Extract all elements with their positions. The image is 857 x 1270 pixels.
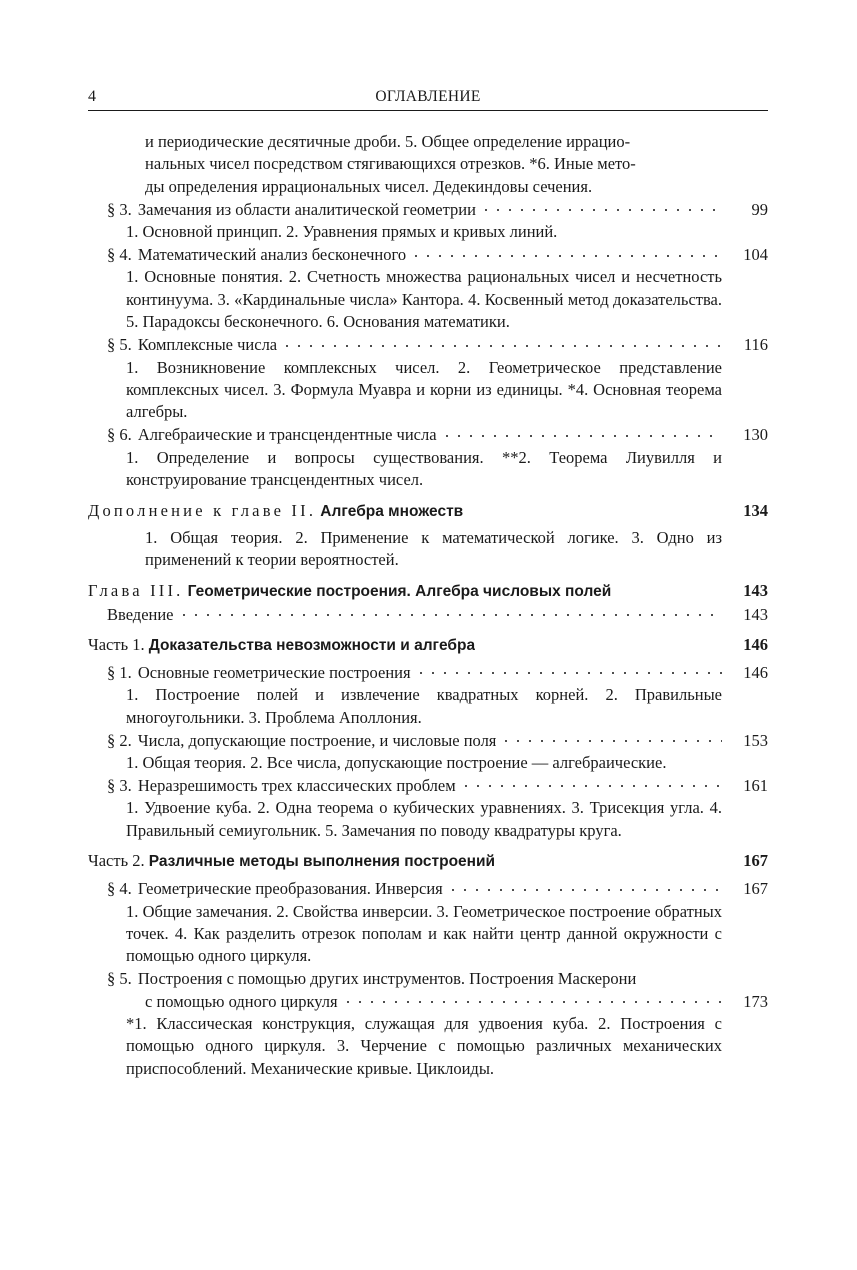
section-number: § 3.: [107, 775, 132, 795]
spacer: [88, 626, 768, 634]
entry-prefix: Дополнение к главе II.: [88, 500, 317, 520]
entry-title: Алгебра множеств: [320, 502, 464, 520]
toc-entry-s6[interactable]: [88, 424, 768, 447]
entry-page: 104: [743, 245, 768, 265]
entry-page: 146: [743, 662, 768, 682]
spacer: [88, 572, 768, 580]
entry-page: 134: [743, 500, 768, 520]
entry-title: Замечания из области аналитической геометрии: [137, 199, 476, 219]
entry-title: Построения с помощью других инструментов. Построения Маскерони: [137, 968, 637, 988]
entry-description: 1. Основной принцип. 2. Уравнения прямых и кривых линий.: [126, 222, 558, 242]
toc-entry-supplement[interactable]: [88, 500, 768, 523]
toc-entry-p1s2[interactable]: [88, 729, 768, 752]
table-of-contents: [88, 131, 768, 1080]
entry-page: 130: [743, 425, 768, 445]
entry-title: Доказательства невозможности и алгебра: [148, 637, 476, 655]
entry-title-cont: с помощью одного циркуля: [145, 991, 338, 1011]
toc-entry-s4[interactable]: [88, 244, 768, 267]
entry-description: 1. Общие замечания. 2. Свойства инверсии. 3. Геометрическое построение обратных точек. 4. Как разделить отрезок пополам и как найти центр данной окружности с помощью одного циркуля.: [126, 901, 722, 966]
entry-page: 153: [743, 730, 768, 750]
entry-description: 1. Общая теория. 2. Все числа, допускающие построение — алгебраические.: [126, 753, 667, 773]
section-number: § 4.: [107, 245, 132, 265]
entry-page: 116: [743, 335, 768, 355]
entry-title: Основные геометрические построения: [137, 662, 411, 682]
entry-title: Числа, допускающие построение, и числовые поля: [137, 730, 497, 750]
entry-title: Математический анализ бесконечного: [137, 245, 407, 265]
entry-description: *1. Классическая конструкция, служащая для удвоения куба. 2. Построения с помощью одного циркуля. 3. Черчение с помощью различных механических приспособлений. Механические кривые. Циклоиды.: [126, 1014, 722, 1078]
entry-prefix: Часть 2.: [88, 851, 145, 871]
dot-leader: [447, 878, 722, 895]
dot-leader: [281, 334, 722, 351]
toc-entry-p1s1[interactable]: [88, 661, 768, 684]
section-number: § 4.: [107, 879, 132, 899]
toc-entry-s5[interactable]: [88, 334, 768, 357]
entry-description: 1. Основные понятия. 2. Счетность множества рациональных чисел и несчетность континуума. 3. «Кардинальные числа» Кантора. 4. Косвенный метод доказательства. 5. Парадоксы бесконечного. 6. Основания математики.: [126, 267, 722, 332]
dot-leader: [500, 729, 722, 746]
toc-entry-p1s3[interactable]: [88, 774, 768, 797]
running-header: [88, 88, 768, 111]
entry-page: 99: [751, 199, 768, 219]
entry-title: Геометрические построения. Алгебра числовых полей: [187, 582, 612, 600]
entry-description: 1. Построение полей и извлечение квадратных корней. 2. Правильные многоугольники. 3. Проблема Аполлония.: [126, 685, 722, 727]
entry-page: 146: [743, 635, 768, 655]
toc-entry-part1[interactable]: [88, 634, 768, 657]
entry-page: 167: [743, 851, 768, 871]
section-number: § 2.: [107, 730, 132, 750]
section-number: § 1.: [107, 662, 132, 682]
toc-entry-chapter3[interactable]: [88, 580, 768, 603]
toc-entry-s3[interactable]: [88, 198, 768, 221]
entry-page: 167: [743, 879, 768, 899]
section-number: § 5.: [107, 968, 132, 988]
dot-leader: [441, 424, 722, 441]
entry-description: 1. Определение и вопросы существования. **2. Теорема Лиувилля и конструирование трансцендентных чисел.: [126, 447, 722, 490]
entry-title: Геометрические преобразования. Инверсия: [137, 879, 443, 899]
dot-leader: [410, 244, 722, 261]
entry-title: Введение: [107, 604, 174, 624]
cont-line: ды определения иррациональных чисел. Дедекиндовы сечения.: [145, 176, 593, 196]
cont-line: и периодические десятичные дроби. 5. Общее определение иррацио-: [145, 132, 631, 151]
running-title: ОГЛАВЛЕНИЕ: [375, 88, 481, 105]
page-number: 4: [88, 88, 96, 105]
section-number: § 3.: [107, 199, 132, 219]
entry-title: Неразрешимость трех классических проблем: [137, 775, 456, 795]
toc-entry-p2s4[interactable]: [88, 878, 768, 901]
cont-line: нальных чисел посредством стягивающихся отрезков. *6. Иные мето-: [145, 154, 636, 174]
entry-prefix: Часть 1.: [88, 635, 145, 655]
entry-title: Различные методы выполнения построений: [148, 853, 496, 871]
entry-page: 143: [743, 580, 768, 600]
entry-description: 1. Удвоение куба. 2. Одна теорема о кубических уравнениях. 3. Трисекция угла. 4. Правильный семиугольник. 5. Замечания по поводу квадратуры круга.: [126, 798, 722, 840]
dot-leader: [415, 661, 722, 678]
entry-title: Комплексные числа: [137, 335, 278, 355]
entry-prefix: Глава III.: [88, 580, 184, 600]
toc-entry-p2s5-line1[interactable]: [88, 968, 768, 990]
spacer: [88, 492, 768, 500]
dot-leader: [178, 603, 722, 620]
dot-leader: [342, 990, 722, 1007]
page: [88, 88, 768, 1080]
entry-description: 1. Возникновение комплексных чисел. 2. Геометрическое представление комплексных чисел. 3. Формула Муавра и корни из единицы. *4. Основная теорема алгебры.: [126, 357, 722, 422]
toc-continuation: [88, 131, 768, 198]
toc-entry-p2s5-line2[interactable]: [88, 990, 768, 1013]
entry-description: 1. Общая теория. 2. Применение к математической логике. 3. Одно из применений к теории вероятностей.: [145, 527, 722, 570]
entry-page: 173: [743, 991, 768, 1011]
dot-leader: [480, 198, 722, 215]
spacer: [88, 842, 768, 850]
entry-page: 161: [743, 775, 768, 795]
entry-title: Алгебраические и трансцендентные числа: [137, 425, 437, 445]
section-number: § 6.: [107, 425, 132, 445]
dot-leader: [460, 774, 722, 791]
toc-entry-part2[interactable]: [88, 850, 768, 873]
toc-entry-intro[interactable]: [88, 603, 768, 626]
entry-page: 143: [743, 604, 768, 624]
section-number: § 5.: [107, 335, 132, 355]
